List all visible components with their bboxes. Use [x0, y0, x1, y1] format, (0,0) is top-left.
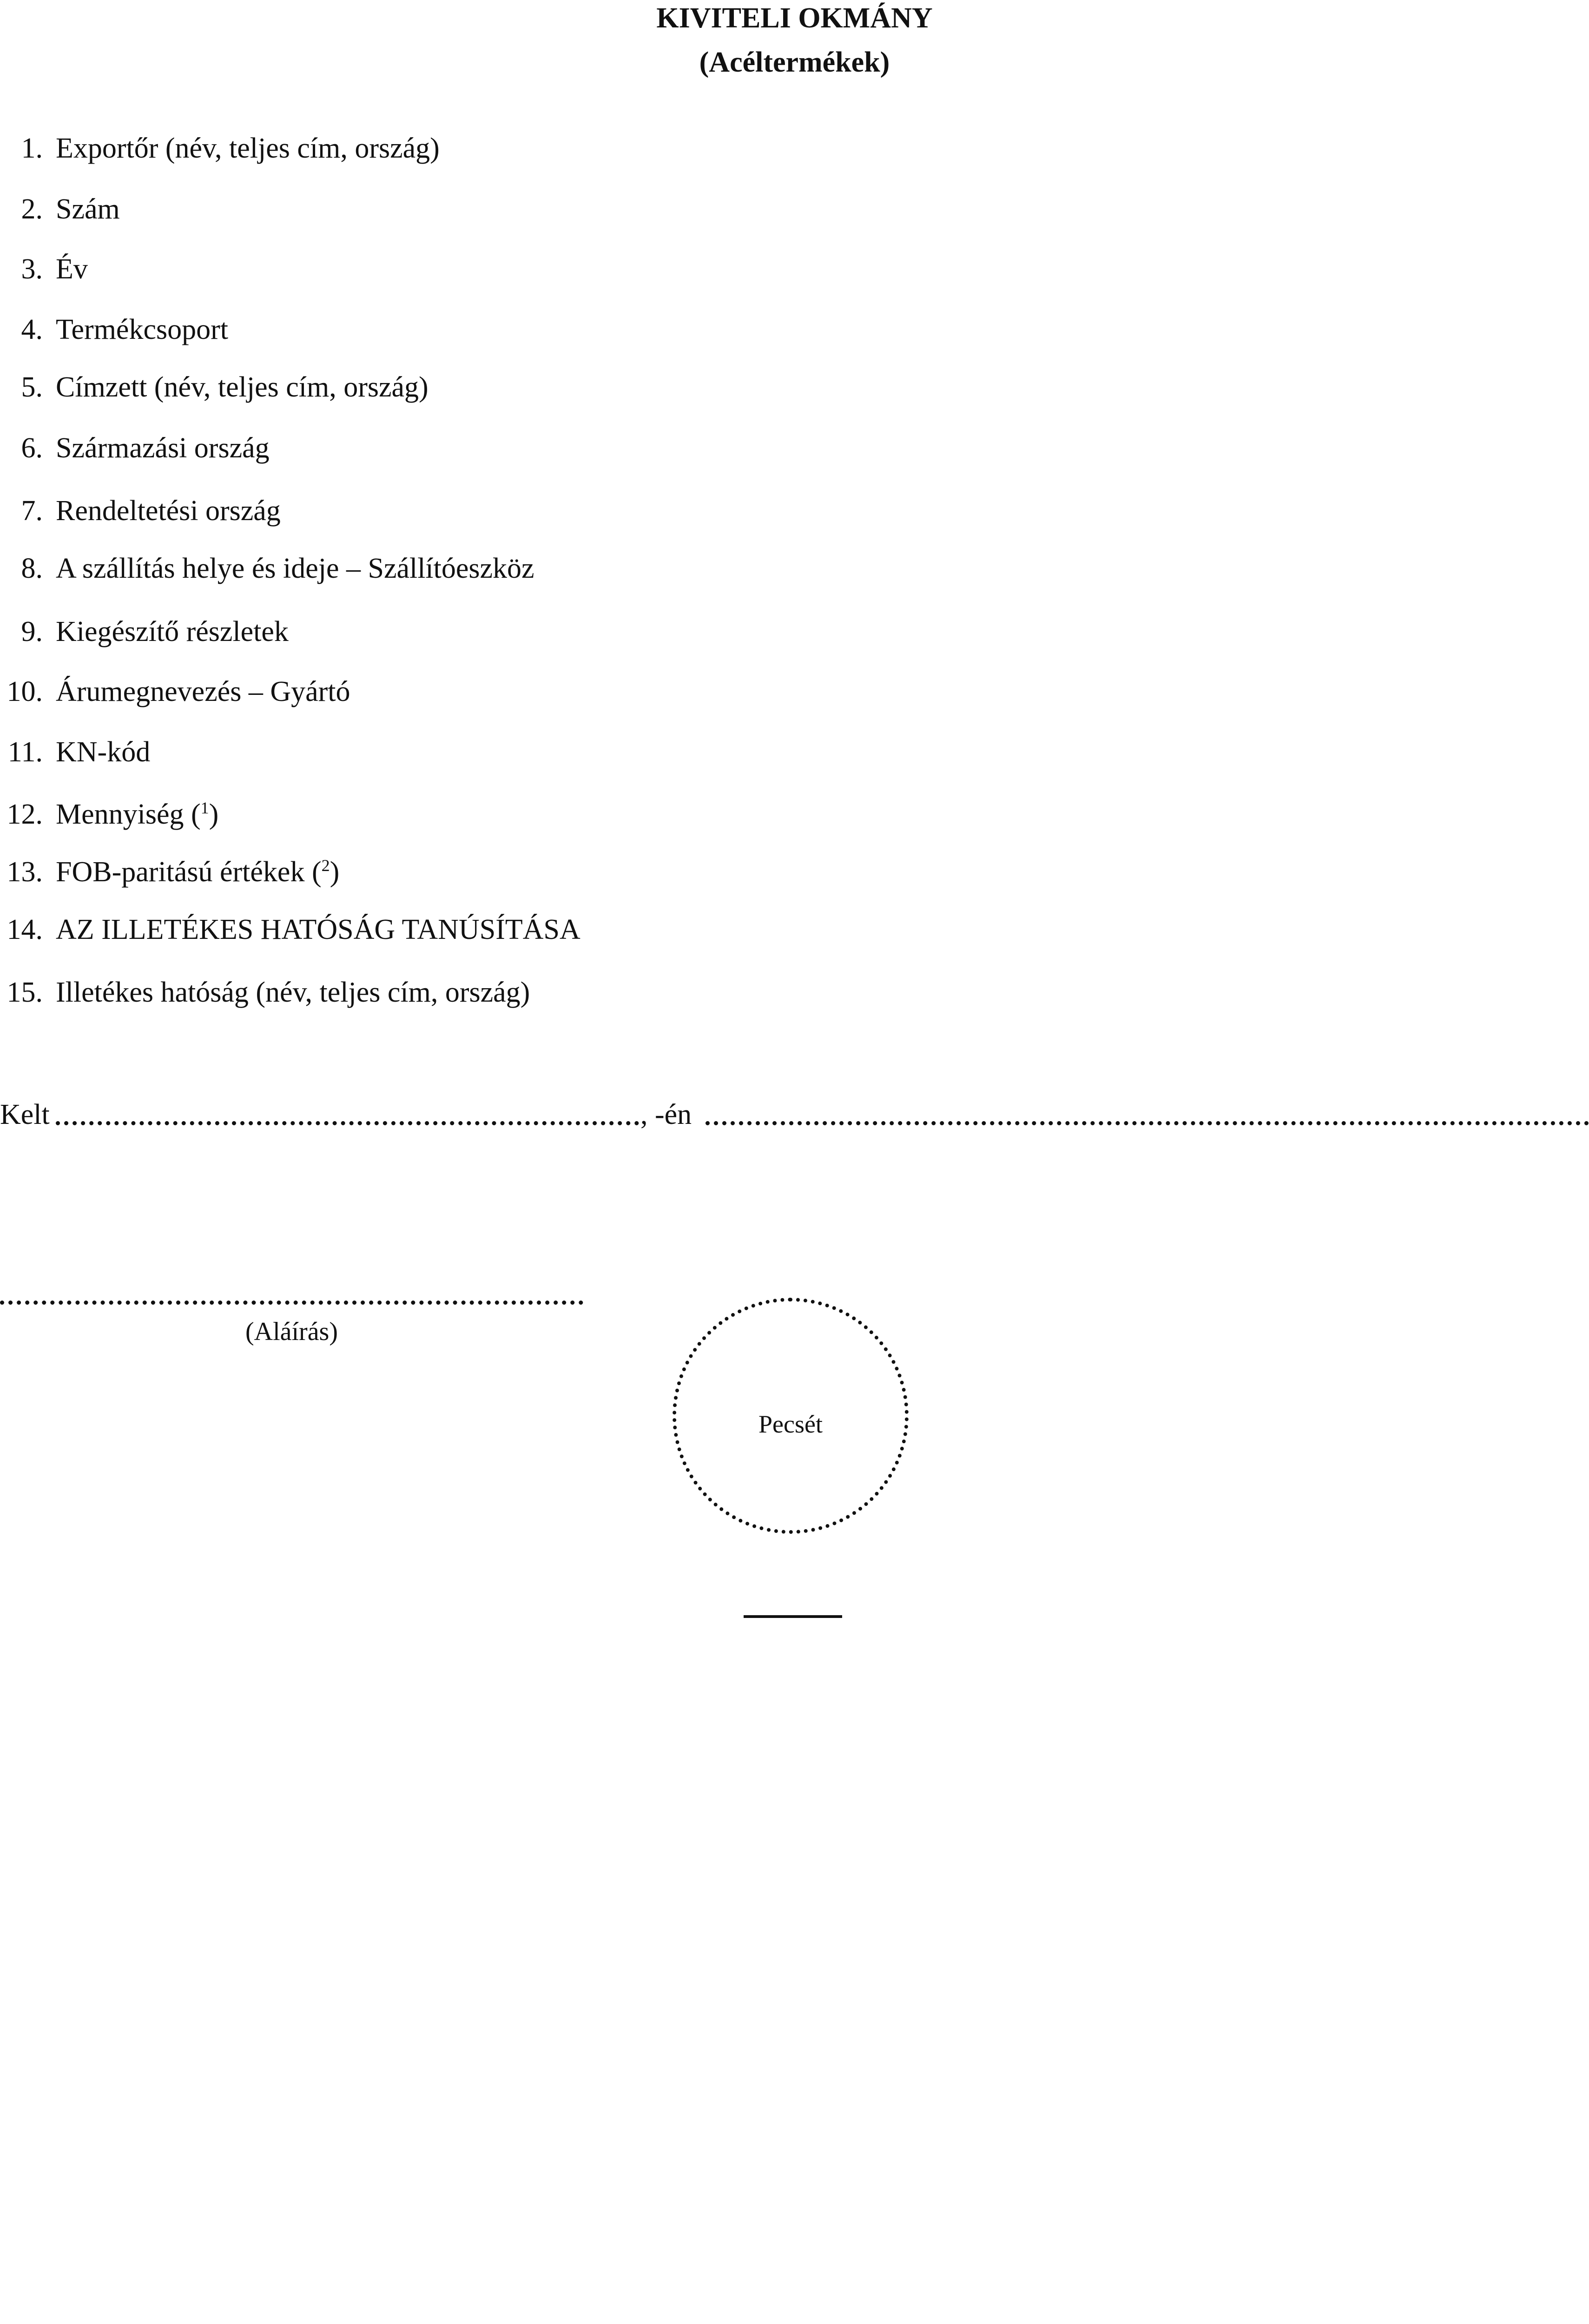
item-country-of-destination [0, 492, 281, 529]
item-number: 13. [7, 856, 43, 888]
stamp-label: Pecsét [758, 1410, 823, 1438]
item-product-group [0, 311, 228, 348]
item-label: Illetékes hatóság (név, teljes cím, ország) [56, 977, 530, 1008]
item-number: 4. [21, 314, 43, 345]
item-number: 14. [7, 914, 43, 945]
item-quantity [0, 796, 219, 833]
item-label: FOB-paritású értékek ( [56, 856, 322, 888]
document-subtitle: (Acéltermékek) [699, 46, 890, 78]
section-end-rule [744, 1615, 842, 1618]
date-suffix-label: , -én [640, 1099, 692, 1130]
item-label: Év [56, 253, 88, 285]
item-label: A szállítás helye és ideje – Szállítóeszköz [56, 553, 534, 584]
signature-label: (Aláírás) [245, 1317, 338, 1346]
footnote-ref: 1 [200, 799, 209, 817]
item-label: Címzett (név, teljes cím, ország) [56, 371, 429, 403]
item-label: Árumegnevezés – Gyártó [56, 676, 350, 707]
kelt-label: Kelt [0, 1099, 50, 1130]
item-place-date-shipment [0, 550, 534, 587]
place-date-line [0, 1096, 1589, 1133]
date-dotted-field [705, 1121, 1589, 1125]
document-title: KIVITELI OKMÁNY [656, 2, 933, 34]
item-label-group [56, 853, 339, 891]
item-number: 5. [21, 371, 43, 403]
item-label: KN-kód [56, 736, 151, 768]
item-number: 9. [21, 616, 43, 647]
item-label: Kiegészítő részletek [56, 616, 289, 647]
item-number: 1. [21, 132, 43, 164]
item-supplementary-details [0, 613, 289, 650]
item-label: Származási ország [56, 432, 270, 464]
item-description-manufacturer [0, 673, 350, 710]
item-competent-authority [0, 974, 530, 1011]
item-country-of-origin [0, 429, 270, 467]
signature-dotted-line [0, 1301, 583, 1305]
item-label: Exportőr (név, teljes cím, ország) [56, 132, 440, 164]
item-label: Rendeltetési ország [56, 495, 281, 527]
item-cn-code [0, 733, 151, 771]
item-number: 2. [21, 193, 43, 225]
item-number: 7. [21, 495, 43, 527]
item-label-suffix: ) [209, 799, 219, 830]
item-label-suffix: ) [330, 856, 340, 888]
item-number: 11. [7, 736, 43, 768]
item-authority-certification [0, 911, 580, 948]
item-label: Mennyiség ( [56, 799, 201, 830]
item-number: 8. [21, 553, 43, 584]
item-exporter [0, 130, 440, 167]
item-year [0, 251, 88, 288]
item-label: Szám [56, 193, 120, 225]
item-consignee [0, 369, 429, 406]
item-number: 15. [7, 977, 43, 1008]
item-number: 12. [7, 799, 43, 830]
item-label-group [56, 796, 218, 833]
place-dotted-field [56, 1121, 639, 1125]
item-label: AZ ILLETÉKES HATÓSÁG TANÚSÍTÁSA [56, 914, 580, 945]
item-number: 6. [21, 432, 43, 464]
item-label: Termékcsoport [56, 314, 228, 345]
item-number: 3. [21, 253, 43, 285]
item-number: 10. [7, 676, 43, 707]
item-number-field [0, 191, 120, 228]
item-fob-values [0, 853, 340, 891]
footnote-ref: 2 [321, 856, 330, 875]
